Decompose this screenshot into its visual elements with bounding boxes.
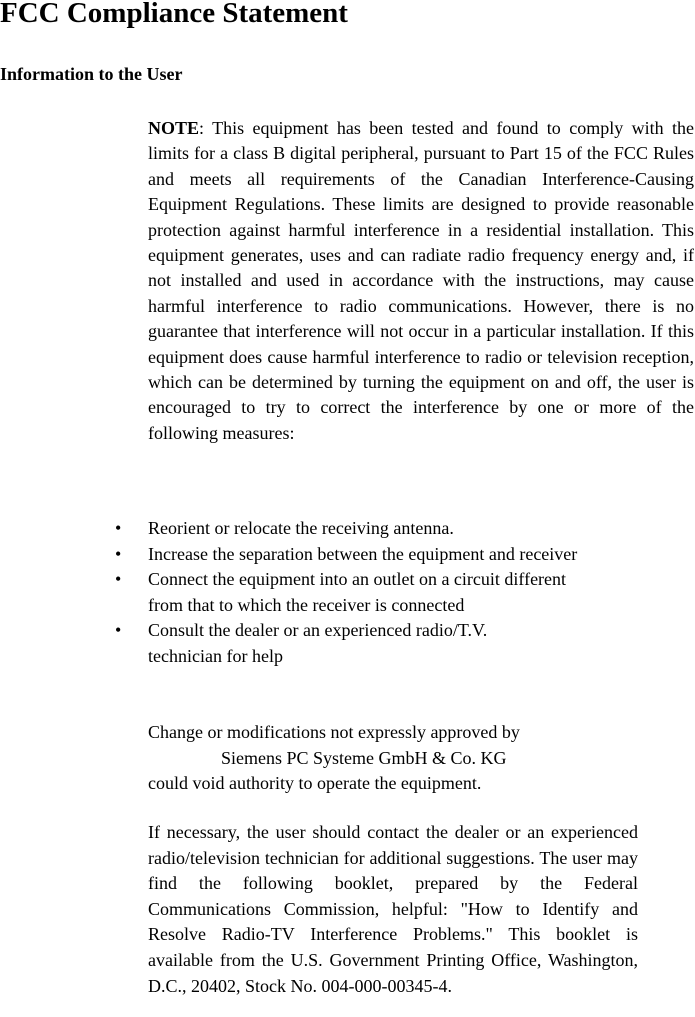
list-item (0, 618, 695, 669)
note-label: NOTE (148, 118, 200, 138)
section-heading: Information to the User (0, 64, 183, 84)
bullet-icon: • (115, 518, 122, 538)
bullet-icon: • (115, 620, 122, 640)
note-text: : This equipment has been tested and found to comply with the limits for a class B digital peripheral, pursuant to Part 15 of the FCC Rules and meets all requirements of the Canadian Interference-Causing Equipment Regulations. These limits are designed to provide reasonable protection against harmful interference in a residential installation. This equipment generates, uses and can radiate radio frequency energy and, if not installed and used in accordance with the instructions, may cause harmful interference to radio communications. However, there is no guarantee that interference will not occur in a particular installation. If this equipment does cause harmful interference to radio or television reception, which can be determined by turning the equipment on and off, the user is encouraged to try to correct the interference by one or more of the following measures: (148, 118, 694, 443)
list-item (0, 567, 695, 618)
measures-list (0, 516, 695, 669)
measure-text: Connect the equipment into an outlet on a circuit different from that to which the receiver is connected (148, 569, 567, 615)
list-item (0, 542, 695, 568)
page-title: FCC Compliance Statement (0, 0, 348, 29)
measure-text: Reorient or relocate the receiving antenna. (148, 518, 454, 538)
bullet-icon: • (115, 543, 122, 564)
change-notice-line: Change or modifications not expressly approved by (148, 722, 520, 742)
bullet-icon: • (115, 569, 122, 589)
company-name: Siemens PC Systeme GmbH & Co. KG (221, 747, 507, 768)
change-notice (148, 720, 648, 797)
note-paragraph (148, 116, 694, 446)
measure-text: Consult the dealer or an experienced radio/T.V. technician for help (148, 620, 488, 666)
list-item (0, 516, 695, 542)
contact-paragraph: If necessary, the user should contact the dealer or an experienced radio/television technician for additional suggestions. The user may find the following booklet, prepared by the Federal Communications Commission, helpful: "How to Identify and Resolve Radio-TV Interference Problems." This booklet is available from the U.S. Government Printing Office, Washington, D.C., 20402, Stock No. 004-000-00345-4. (148, 822, 638, 996)
measure-text: Increase the separation between the equipment and receiver (148, 543, 578, 564)
change-notice-line: could void authority to operate the equipment. (148, 773, 482, 793)
